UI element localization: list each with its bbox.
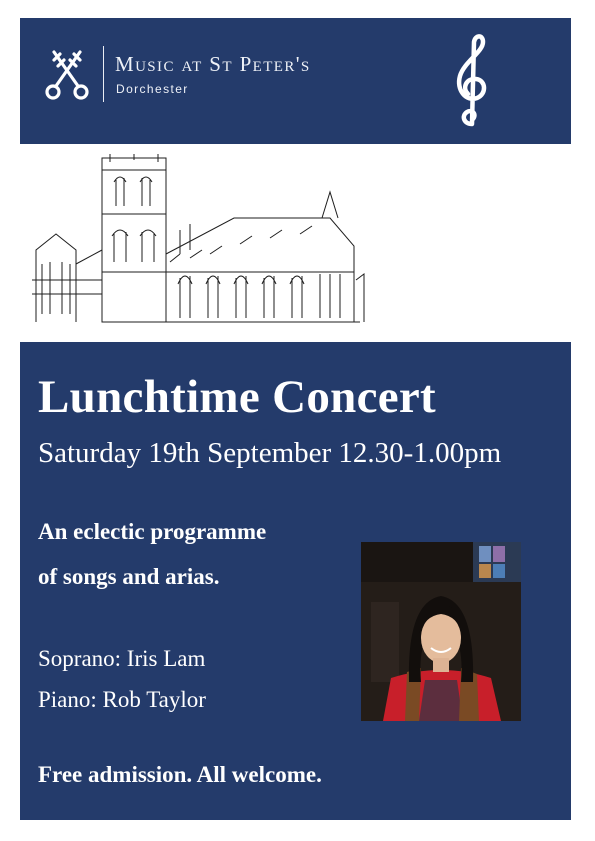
performer-photo [361, 542, 521, 721]
event-panel [20, 342, 571, 820]
event-datetime: Saturday 19th September 12.30-1.00pm [38, 437, 502, 469]
treble-clef-icon [444, 32, 496, 128]
performer-piano: Piano: Rob Taylor [38, 687, 206, 712]
programme-description-cont: of songs and arias. [38, 564, 220, 589]
crossed-keys-icon [42, 46, 92, 102]
header-banner [20, 18, 571, 144]
event-title: Lunchtime Concert [38, 371, 437, 423]
organisation-location: Dorchester [116, 82, 189, 96]
organisation-name: Music at St Peter's [115, 52, 311, 76]
programme-description: An eclectic programme [38, 519, 267, 544]
header-divider [103, 46, 104, 102]
church-sketch-illustration [30, 154, 366, 326]
performer-soprano: Soprano: Iris Lam [38, 646, 206, 671]
admission-note: Free admission. All welcome. [38, 762, 322, 787]
